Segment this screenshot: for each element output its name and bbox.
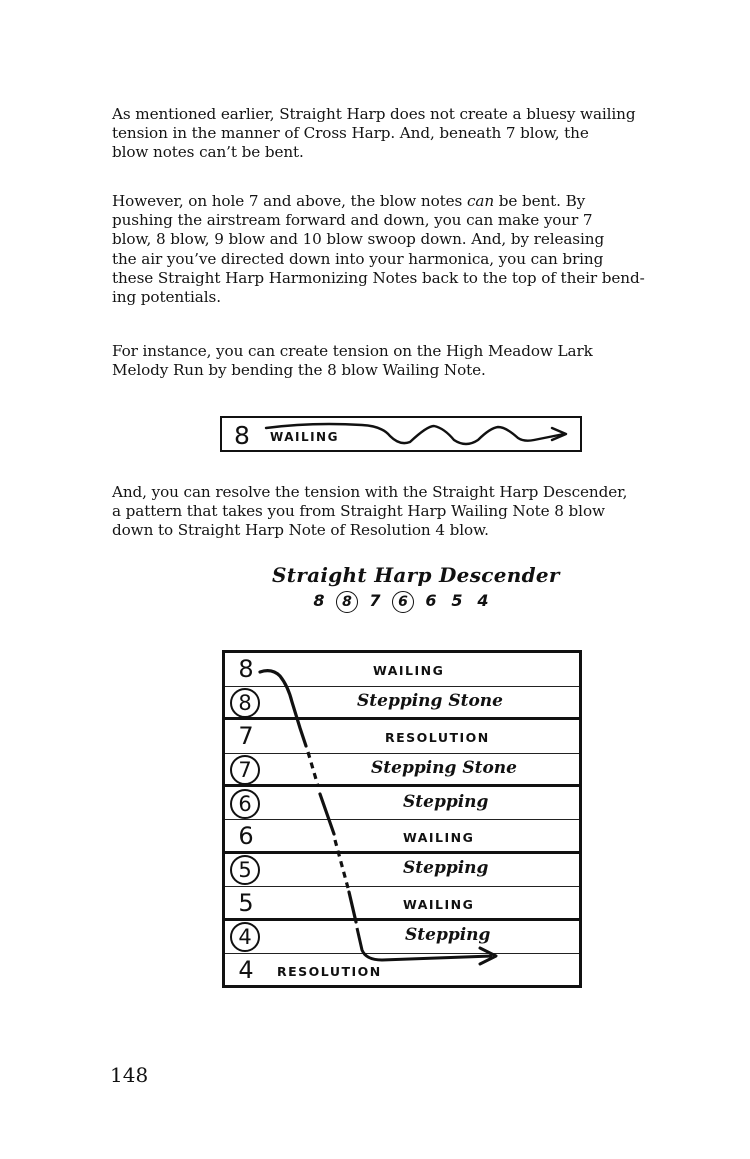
hole-number: 5 bbox=[238, 888, 254, 917]
circled-hole-number: 6 bbox=[230, 789, 260, 819]
table-row bbox=[225, 653, 579, 687]
row-label: Stepping bbox=[403, 791, 489, 812]
row-label: Stepping bbox=[403, 858, 489, 879]
note: 8 bbox=[313, 591, 325, 610]
text-line: pushing the airstream forward and down, you can make your 7 bbox=[112, 211, 593, 230]
descender-sequence bbox=[310, 591, 500, 613]
text-line: For instance, you can create tension on the High Meadow Lark bbox=[112, 342, 593, 360]
wailing-note-figure bbox=[220, 416, 582, 452]
paragraph-2 bbox=[112, 192, 682, 307]
circled-hole-number: 4 bbox=[230, 922, 260, 952]
hole-number: 8 bbox=[234, 421, 250, 450]
circled-hole-number: 8 bbox=[230, 688, 260, 718]
table-row bbox=[225, 853, 579, 887]
text-line: However, on hole 7 and above, the blow notes can be bent. By bbox=[112, 192, 586, 210]
circled-hole-number: 5 bbox=[230, 855, 260, 885]
circled-hole-number: 7 bbox=[230, 755, 260, 785]
circled-note: 6 bbox=[392, 591, 414, 613]
text-line: tension in the manner of Cross Harp. And, beneath 7 blow, the bbox=[112, 124, 589, 143]
hole-number: 4 bbox=[238, 955, 254, 984]
hole-number: 8 bbox=[238, 655, 254, 683]
text-line: Melody Run by bending the 8 blow Wailing Note. bbox=[112, 361, 486, 380]
hole-number: 6 bbox=[238, 822, 254, 850]
text-line: And, you can resolve the tension with the Straight Harp Descender, bbox=[112, 483, 628, 501]
table-row bbox=[225, 720, 579, 754]
text-line: these Straight Harp Harmonizing Notes back to the top of their bend- bbox=[112, 268, 645, 287]
text-line: the air you’ve directed down into your harmonica, you can bring bbox=[112, 249, 604, 268]
text-line: blow notes can’t be bent. bbox=[112, 143, 304, 162]
table-row bbox=[225, 887, 579, 921]
note: 4 bbox=[477, 591, 489, 610]
row-label: RESOLUTION bbox=[385, 729, 490, 745]
emphasized-word: can bbox=[466, 192, 494, 210]
table-row bbox=[225, 954, 579, 988]
note: 5 bbox=[451, 591, 463, 610]
row-label: WAILING bbox=[403, 830, 475, 845]
text-line: blow, 8 blow, 9 blow and 10 blow swoop down. And, by releasing bbox=[112, 230, 605, 249]
table-row bbox=[225, 820, 579, 854]
row-label: WAILING bbox=[373, 663, 445, 678]
text-line: ing potentials. bbox=[112, 288, 221, 307]
circled-note: 8 bbox=[336, 591, 358, 613]
table-row bbox=[225, 686, 579, 720]
note: 6 bbox=[425, 591, 437, 610]
text-line: a pattern that takes you from Straight Harp Wailing Note 8 blow bbox=[112, 502, 605, 521]
row-label: WAILING bbox=[403, 896, 475, 912]
table-row bbox=[225, 920, 579, 954]
note-table bbox=[222, 650, 582, 988]
wailing-label: WAILING bbox=[270, 430, 339, 444]
page-number: 148 bbox=[110, 1063, 149, 1087]
hole-number: 7 bbox=[238, 721, 254, 750]
descender-title: Straight Harp Descender bbox=[272, 563, 560, 587]
row-label: Stepping Stone bbox=[357, 691, 503, 712]
text-line: As mentioned earlier, Straight Harp does not create a bluesy wailing bbox=[112, 105, 636, 123]
wavy-arrow-icon bbox=[222, 418, 584, 454]
note: 7 bbox=[369, 591, 381, 610]
paragraph-4 bbox=[112, 483, 682, 541]
row-label: Stepping bbox=[405, 925, 491, 946]
row-label: Stepping Stone bbox=[371, 758, 517, 779]
row-label: RESOLUTION bbox=[277, 963, 382, 979]
paragraph-3 bbox=[112, 342, 682, 380]
paragraph-1 bbox=[112, 105, 682, 163]
text-line: down to Straight Harp Note of Resolution 4 blow. bbox=[112, 521, 489, 540]
table-row bbox=[225, 787, 579, 821]
table-row bbox=[225, 753, 579, 787]
